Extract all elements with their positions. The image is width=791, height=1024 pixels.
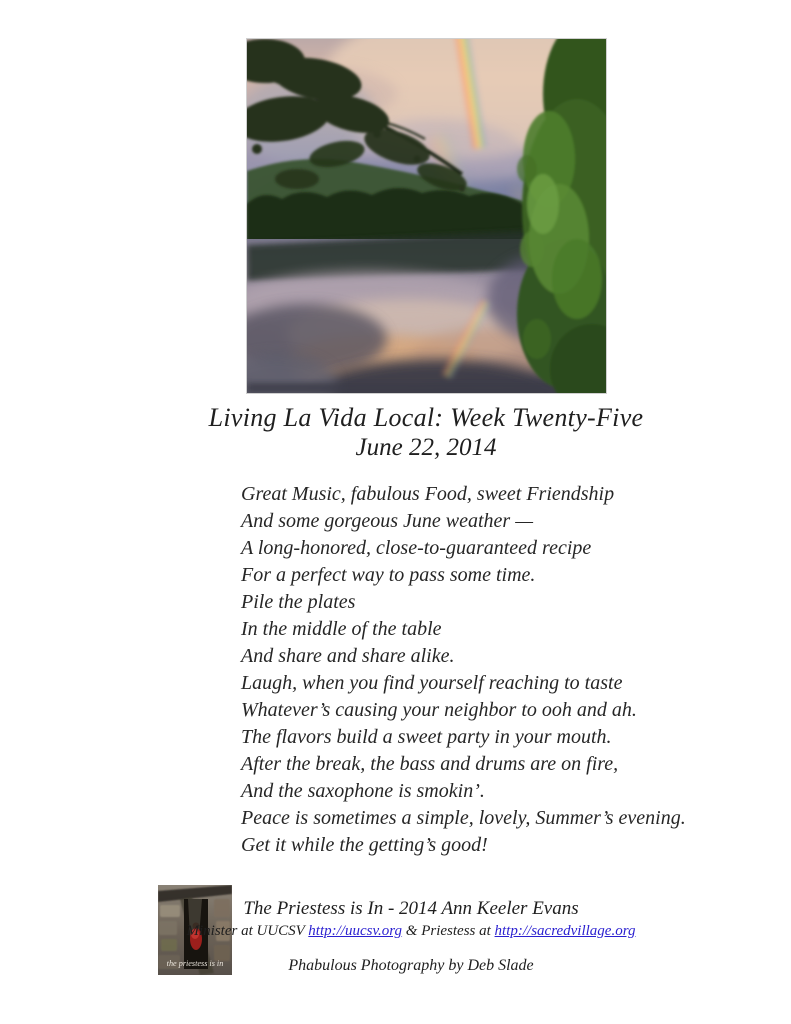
poem-line: The flavors build a sweet party in your mouth.: [241, 726, 612, 748]
page-date: June 22, 2014: [355, 434, 497, 461]
poem-line: Whatever’s causing your neighbor to ooh and ah.: [241, 699, 637, 721]
poem-line: Pile the plates: [241, 591, 356, 613]
uucsv-link[interactable]: http://uucsv.org: [308, 923, 403, 939]
poem-line: And share and share alike.: [241, 645, 455, 667]
poem-line: Get it while the getting’s good!: [241, 834, 488, 856]
poem-line: For a perfect way to pass some time.: [241, 564, 536, 586]
credit-text: Minister at UUCSV: [186, 923, 309, 939]
poem-line: And some gorgeous June weather —: [241, 510, 533, 532]
sacredvillage-link[interactable]: http://sacredvillage.org: [494, 923, 636, 939]
page-title: Living La Vida Local: Week Twenty-Five: [208, 403, 644, 432]
poem-line: Great Music, fabulous Food, sweet Friendship: [241, 483, 615, 505]
footer-credit: [131, 921, 691, 942]
poem-line: In the middle of the table: [241, 618, 442, 640]
footer: [131, 896, 691, 976]
lake-rainbow-photo: [247, 39, 606, 393]
title-block: [131, 402, 721, 463]
footer-title: The Priestess is In - 2014 Ann Keeler Evans: [243, 898, 579, 919]
poem-line: Peace is sometimes a simple, lovely, Summer’s evening.: [241, 807, 686, 829]
poem: [241, 481, 686, 859]
credit-text: & Priestess at: [402, 923, 495, 939]
poem-line: Laugh, when you find yourself reaching to taste: [241, 672, 623, 694]
poem-line: A long-honored, close-to-guaranteed recipe: [241, 537, 592, 559]
lake-rainbow-illustration: [247, 39, 606, 393]
poem-line: After the break, the bass and drums are on fire,: [241, 753, 619, 775]
poem-line: And the saxophone is smokin’.: [241, 780, 485, 802]
badge-caption: the priestess is in: [166, 959, 224, 968]
photography-credit: Phabulous Photography by Deb Slade: [288, 957, 534, 974]
